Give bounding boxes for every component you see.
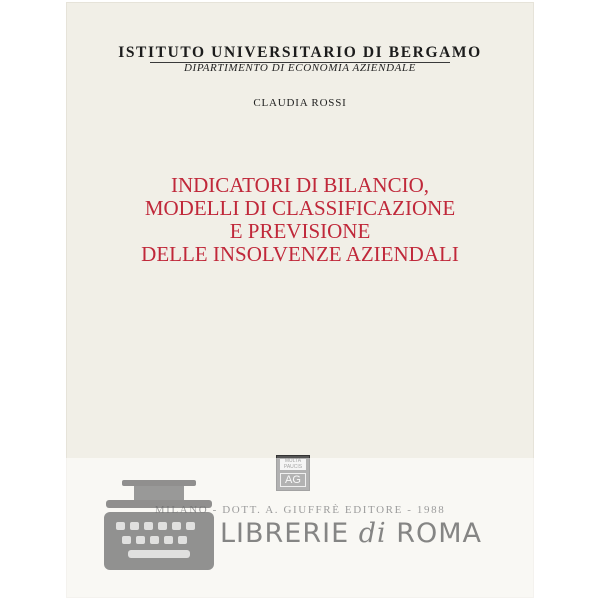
typewriter-icon: [104, 478, 214, 574]
department-name: DIPARTIMENTO DI ECONOMIA AZIENDALE: [184, 62, 416, 74]
watermark-prefix: LIBRERIE: [220, 518, 359, 549]
title-line: E PREVISIONE: [229, 219, 371, 243]
watermark-text: [220, 518, 482, 549]
institute-name: ISTITUTO UNIVERSITARIO DI BERGAMO: [118, 44, 482, 61]
author-name: CLAUDIA ROSSI: [253, 97, 347, 109]
book-title: [66, 174, 534, 266]
watermark-italic: di: [358, 518, 387, 549]
title-line: DELLE INSOLVENZE AZIENDALI: [141, 242, 459, 266]
watermark-suffix: ROMA: [386, 518, 483, 549]
title-line: INDICATORI DI BILANCIO,: [170, 173, 429, 197]
title-line: MODELLI DI CLASSIFICAZIONE: [144, 196, 456, 220]
